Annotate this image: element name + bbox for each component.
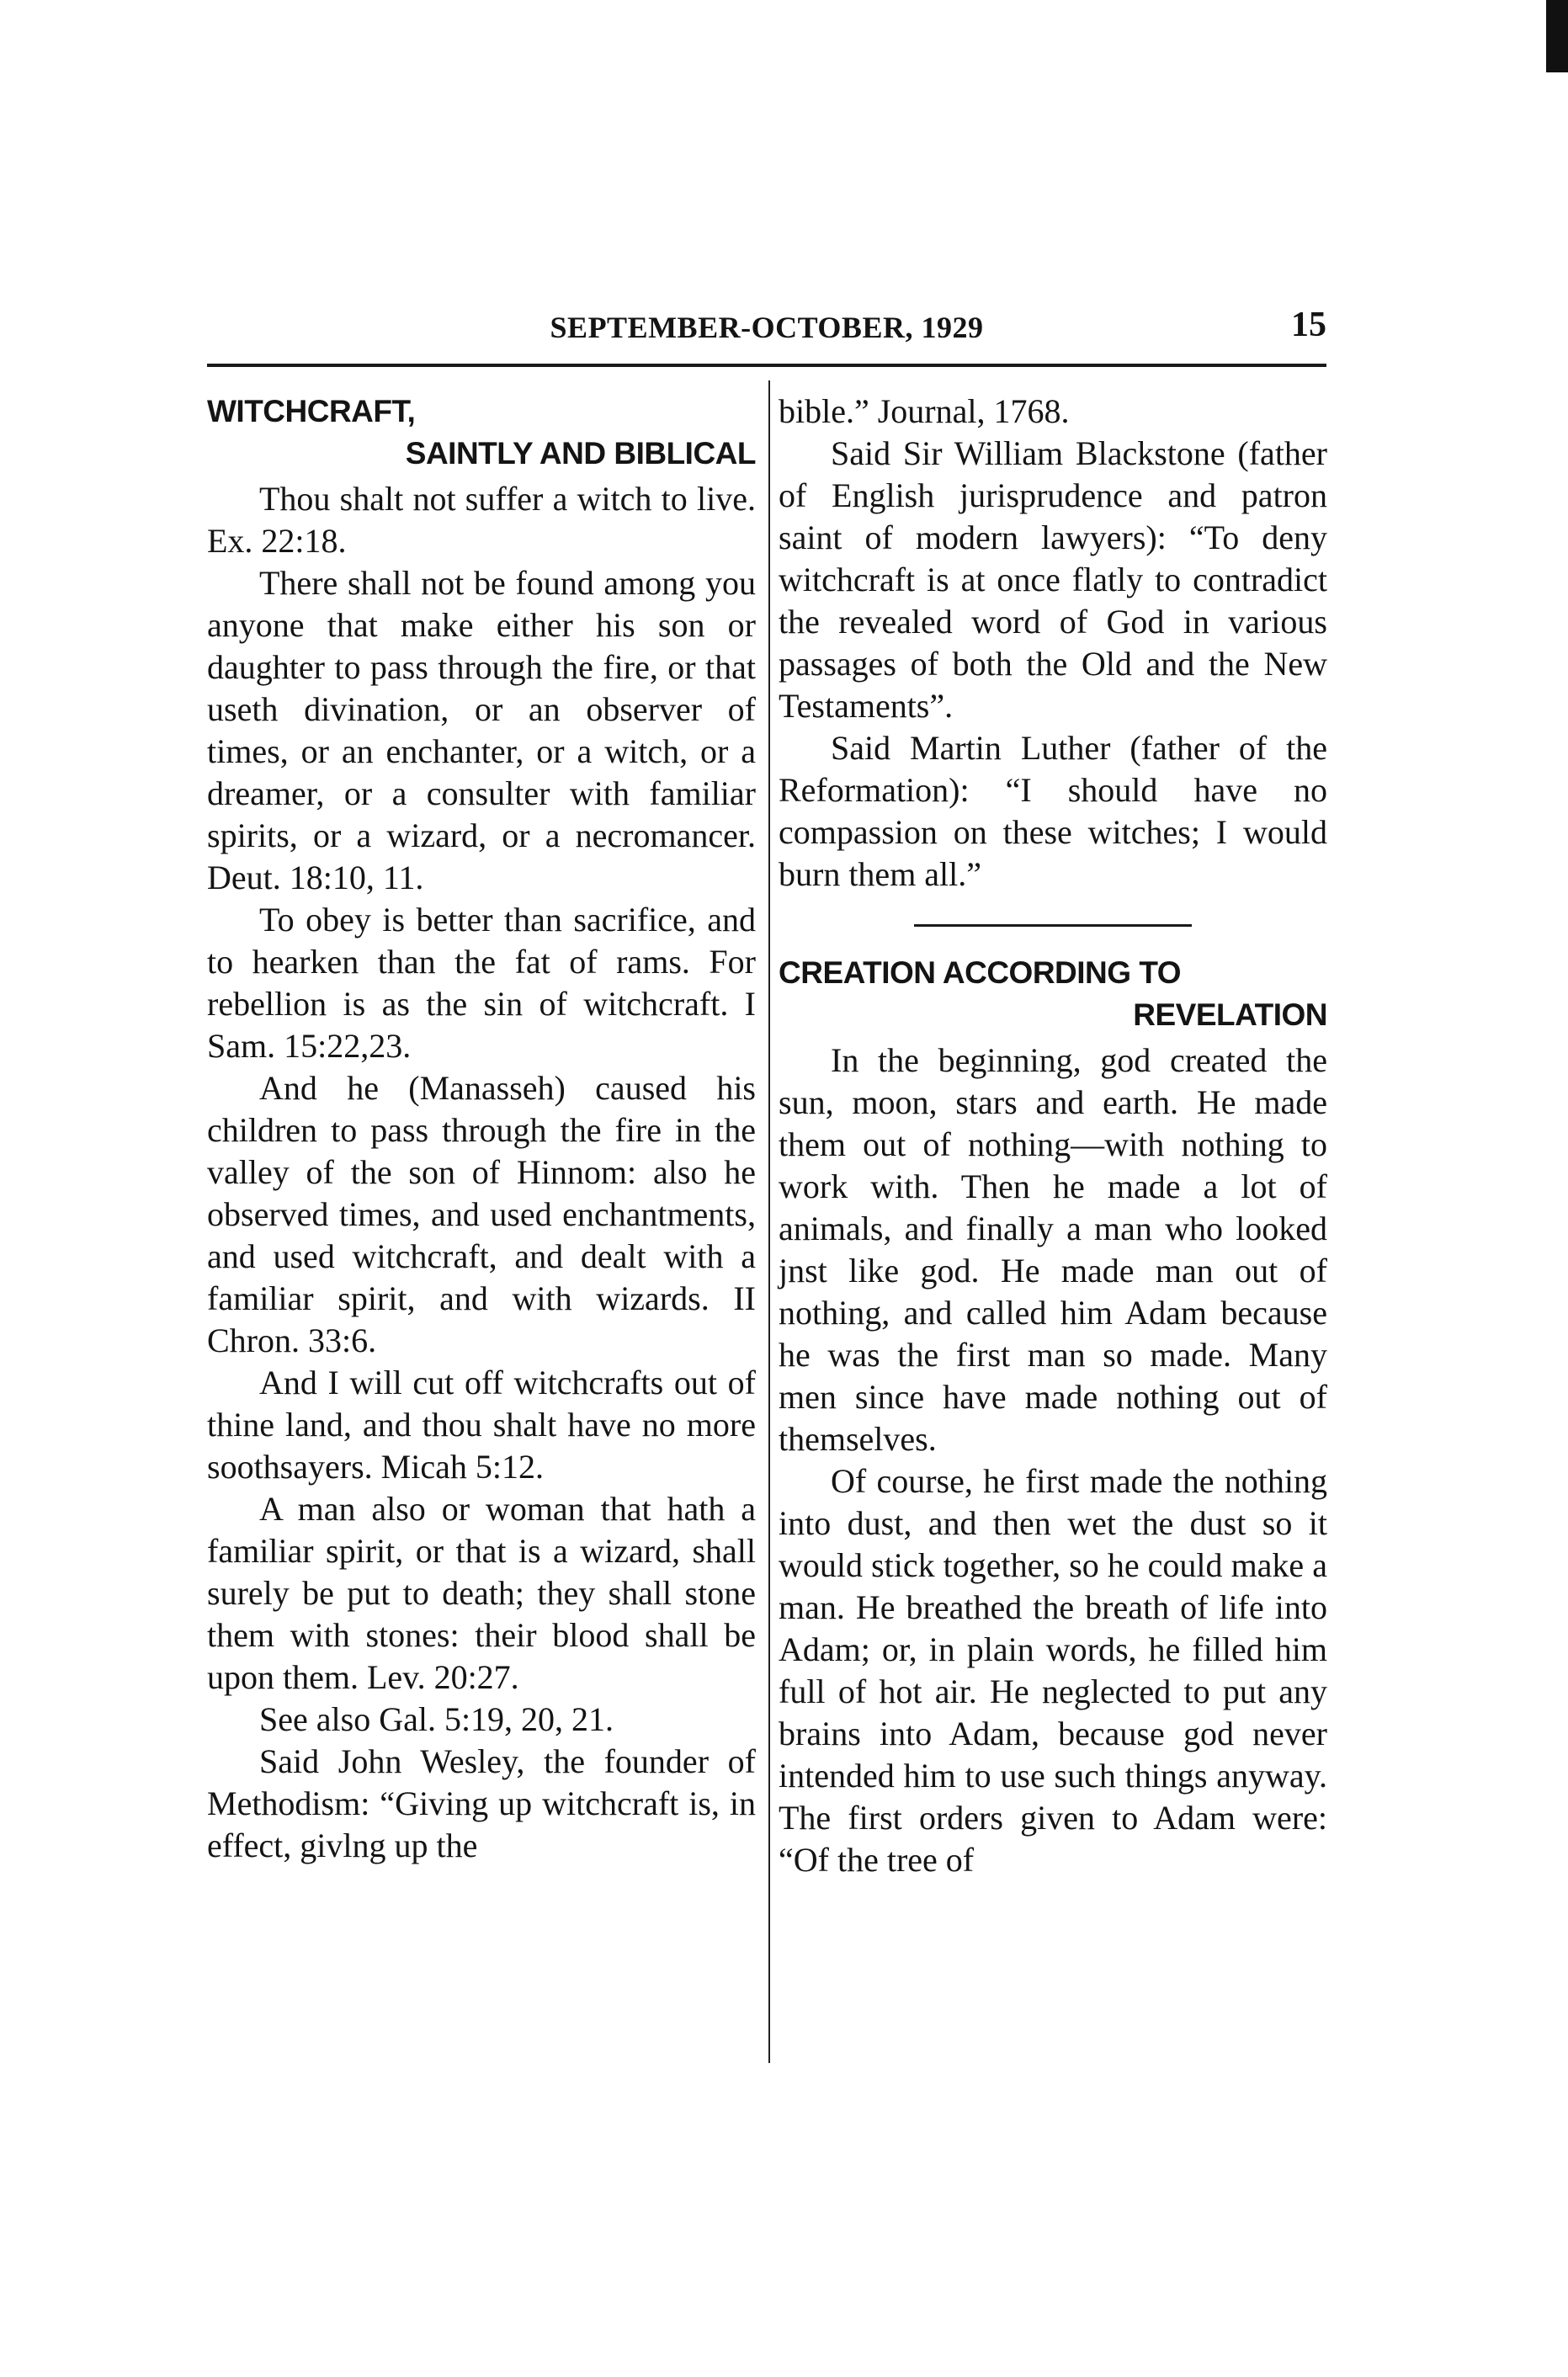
running-head: SEPTEMBER-OCTOBER, 1929: [550, 311, 984, 344]
paragraph: There shall not be found among you anyone that make either his son or daughter to pass through the fire, or that useth divination, or an observer of times, or an enchanter, or a witch, or a dreamer, or a consulter with familiar spirits, or a wizard, or a necromancer. Deut. 18:10, 11.: [207, 564, 756, 896]
page-number: 15: [1291, 306, 1326, 344]
left-column: [207, 391, 756, 1867]
paragraph: And I will cut off witchcrafts out of thine land, and thou shalt have no more soothsayers. Micah 5:12.: [207, 1364, 756, 1486]
continuation-text: bible.” Journal, 1768.: [779, 392, 1070, 430]
paragraph: Said Martin Luther (father of the Reformation): “I should have no compassion on these witches; I would burn them all.”: [779, 729, 1327, 893]
article-title: CREATION ACCORDING TO: [779, 955, 1182, 990]
scan-edge-mark: [1546, 0, 1568, 72]
article-subtitle: REVELATION: [1133, 997, 1327, 1032]
paragraph: Thou shalt not suffer a witch to live. Ex. 22:18.: [207, 480, 756, 560]
paragraph: A man also or woman that hath a familiar spirit, or that is a wizard, shall surely be put to death; they shall stone them with stones: their blood shall be upon them. Lev. 20:27.: [207, 1490, 756, 1696]
paragraph: Said John Wesley, the founder of Methodism: “Giving up witchcraft is, in effect, givlng up the: [207, 1742, 756, 1864]
section-divider: [914, 924, 1192, 927]
header-rule: [207, 364, 1326, 367]
page-header: [207, 305, 1326, 355]
column-divider: [768, 380, 770, 2063]
article-subtitle: SAINTLY AND BIBLICAL: [405, 436, 756, 471]
article-title: WITCHCRAFT,: [207, 394, 416, 428]
paragraph: See also Gal. 5:19, 20, 21.: [259, 1700, 614, 1738]
article-heading-witchcraft: [207, 391, 756, 475]
paragraph: Said Sir William Blackstone (father of English jurisprudence and patron saint of modern lawyers): “To deny witchcraft is at once flatly to contradict the revealed word of God in various passages of both the Old and the New Testaments”.: [779, 434, 1327, 725]
right-column: [779, 391, 1327, 1881]
paragraph: In the beginning, god created the sun, moon, stars and earth. He made them out of nothing—with nothing to work with. Then he made a lot of animals, and finally a man who looked jnst like god. He made man out of nothing, and called him Adam because he was the first man so made. Many men since have made nothing out of themselves.: [779, 1041, 1327, 1458]
article-heading-creation: [779, 952, 1327, 1036]
paragraph: Of course, he first made the nothing into dust, and then wet the dust so it would stick together, so he could make a man. He breathed the breath of life into Adam; or, in plain words, he filled him full of hot air. He neglected to put any brains into Adam, because god never intended him to use such things anyway. The first orders given to Adam were: “Of the tree of: [779, 1462, 1327, 1879]
paragraph: To obey is better than sacrifice, and to hearken than the fat of rams. For rebellion is as the sin of witchcraft. I Sam. 15:22,23.: [207, 901, 756, 1065]
paragraph: And he (Manasseh) caused his children to pass through the fire in the valley of the son of Hinnom: also he observed times, and used enchantments, and used witchcraft, and dealt with a familiar spirit, and with wizards. II Chron. 33:6.: [207, 1069, 756, 1359]
